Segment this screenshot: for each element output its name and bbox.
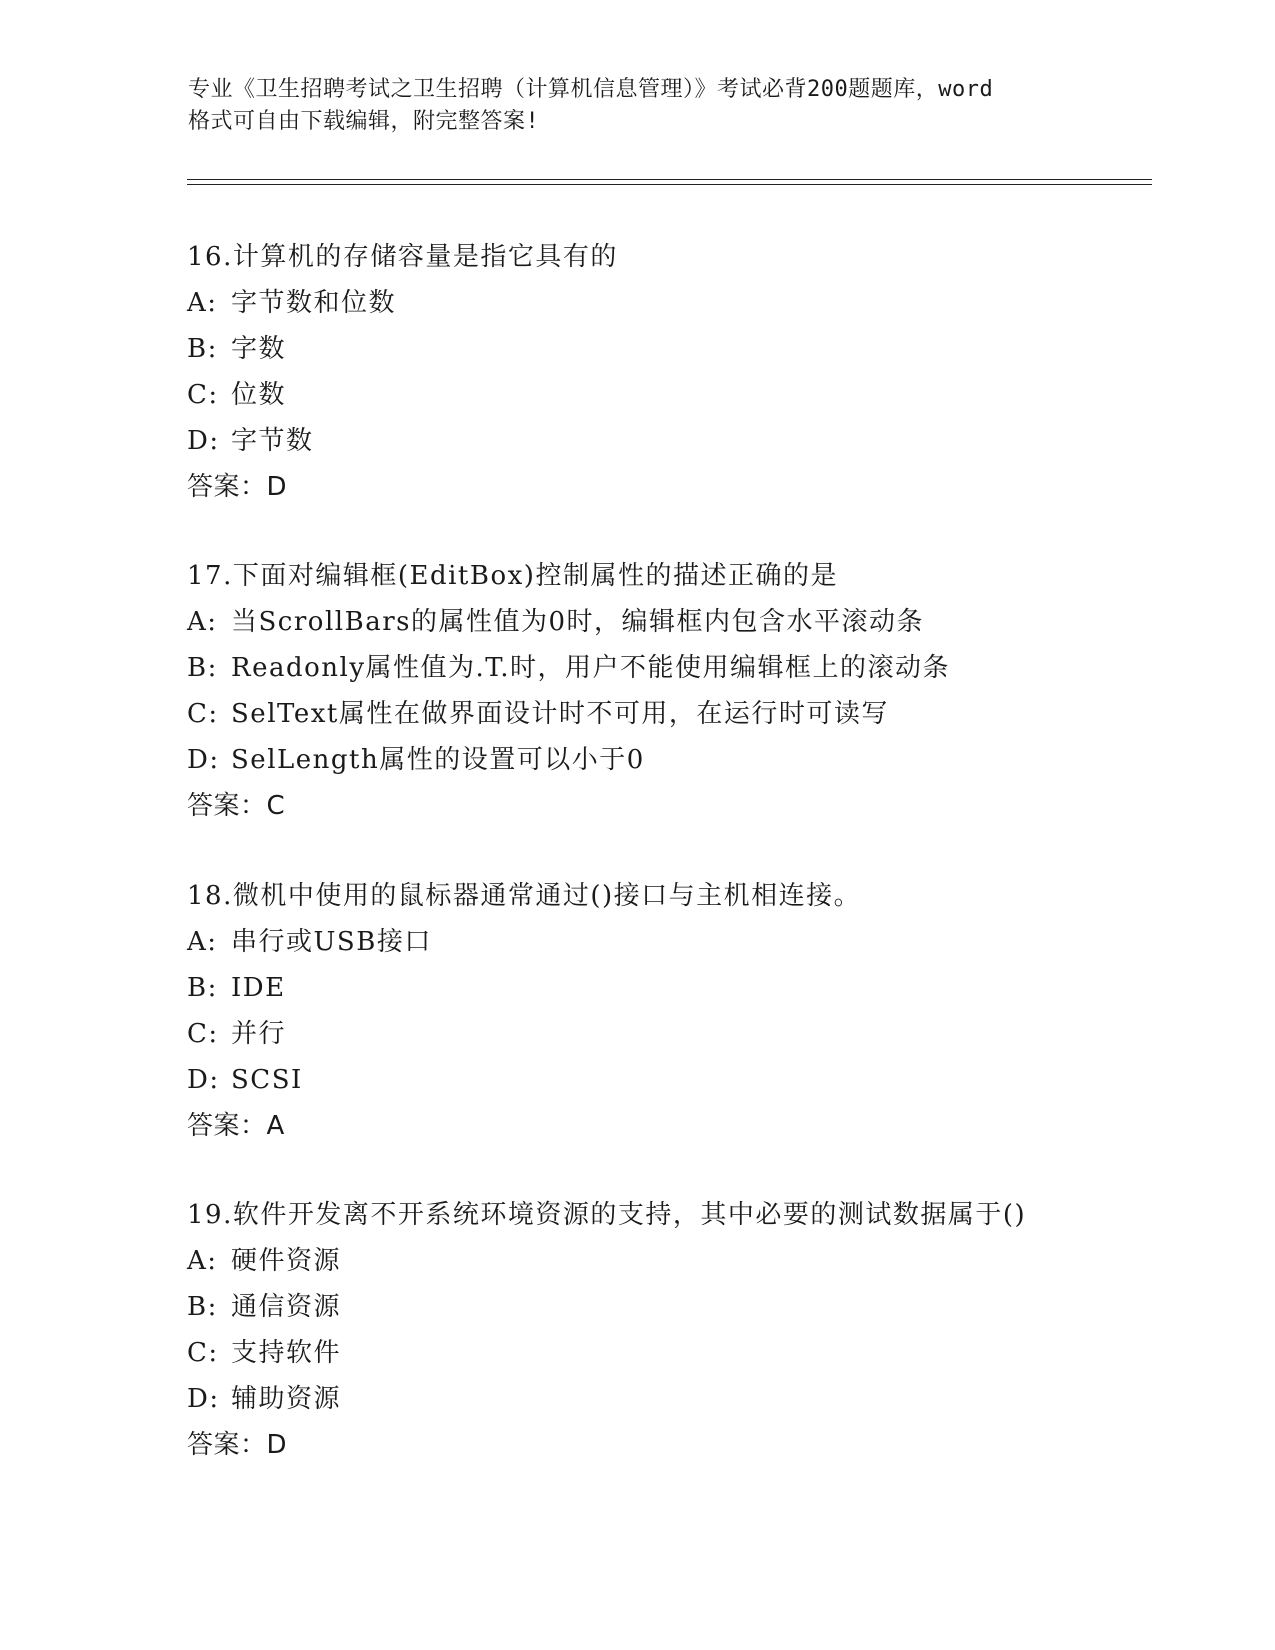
option-d <box>187 418 1147 464</box>
header-divider-bottom <box>187 184 1152 185</box>
option-b <box>187 1284 1147 1330</box>
option-c <box>187 691 1147 737</box>
option-letter: C: <box>187 1019 219 1049</box>
option-b <box>187 965 1147 1011</box>
option-c <box>187 1330 1147 1376</box>
option-text: 字数 <box>231 334 287 364</box>
option-a <box>187 599 1147 645</box>
option-c <box>187 372 1147 418</box>
option-b <box>187 645 1147 691</box>
option-text: 辅助资源 <box>231 1384 342 1414</box>
header-line-2: 格式可自由下载编辑，附完整答案! <box>188 109 540 134</box>
question-stem: 16.计算机的存储容量是指它具有的 <box>187 242 618 272</box>
option-text: IDE <box>231 973 286 1003</box>
option-letter: C: <box>187 699 219 729</box>
option-text: 位数 <box>231 380 287 410</box>
option-letter: D: <box>187 1065 220 1095</box>
option-text: 支持软件 <box>231 1338 342 1368</box>
option-text: 字节数 <box>231 426 314 456</box>
option-a <box>187 919 1147 965</box>
option-d <box>187 737 1147 783</box>
option-a <box>187 280 1147 326</box>
question-block <box>187 234 1147 510</box>
option-text: 硬件资源 <box>231 1246 342 1276</box>
question-block <box>187 553 1147 829</box>
option-letter: B: <box>187 334 218 364</box>
option-text: SelText属性在做界面设计时不可用，在运行时可读写 <box>231 699 889 729</box>
option-letter: B: <box>187 653 218 683</box>
option-text: 并行 <box>231 1019 287 1049</box>
option-d <box>187 1376 1147 1422</box>
document-header <box>188 74 1088 138</box>
question-stem: 19.软件开发离不开系统环境资源的支持，其中必要的测试数据属于() <box>187 1200 1027 1230</box>
option-letter: A: <box>187 288 218 318</box>
option-text: 串行或USB接口 <box>231 927 432 957</box>
option-letter: B: <box>187 1292 218 1322</box>
option-letter: D: <box>187 1384 220 1414</box>
option-letter: A: <box>187 607 218 637</box>
answer-line: 答案：C <box>187 791 286 821</box>
answer-line: 答案：D <box>187 472 288 502</box>
question-block <box>187 873 1147 1149</box>
option-letter: C: <box>187 380 219 410</box>
option-letter: C: <box>187 1338 219 1368</box>
option-letter: D: <box>187 426 220 456</box>
option-letter: A: <box>187 1246 218 1276</box>
option-text: 通信资源 <box>231 1292 342 1322</box>
option-c <box>187 1011 1147 1057</box>
header-line-1: 专业《卫生招聘考试之卫生招聘（计算机信息管理）》考试必背200题题库，word <box>188 77 994 102</box>
question-stem: 17.下面对编辑框(EditBox)控制属性的描述正确的是 <box>187 561 838 591</box>
option-d <box>187 1057 1147 1103</box>
header-divider-top <box>187 179 1152 180</box>
answer-line: 答案：D <box>187 1430 288 1460</box>
option-text: Readonly属性值为.T.时，用户不能使用编辑框上的滚动条 <box>231 653 951 683</box>
option-text: SCSI <box>231 1065 303 1095</box>
option-text: 字节数和位数 <box>231 288 397 318</box>
option-text: SelLength属性的设置可以小于0 <box>231 745 645 775</box>
question-block <box>187 1192 1147 1468</box>
option-letter: A: <box>187 927 218 957</box>
answer-line: 答案：A <box>187 1111 285 1141</box>
option-b <box>187 326 1147 372</box>
question-stem: 18.微机中使用的鼠标器通常通过()接口与主机相连接。 <box>187 881 862 911</box>
option-letter: B: <box>187 973 218 1003</box>
option-text: 当ScrollBars的属性值为0时，编辑框内包含水平滚动条 <box>231 607 925 637</box>
option-a <box>187 1238 1147 1284</box>
option-letter: D: <box>187 745 220 775</box>
